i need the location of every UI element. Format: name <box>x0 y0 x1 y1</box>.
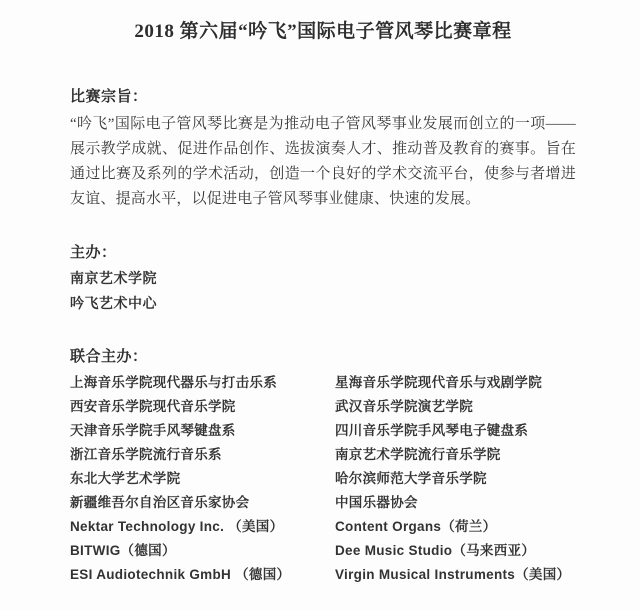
co-organizer-cell: 哈尔滨师范大学音乐学院 <box>335 471 487 486</box>
co-organizer-cell: Dee Music Studio（马来西亚） <box>335 543 536 558</box>
co-organizer-row <box>70 563 576 587</box>
co-organizer-table <box>70 371 576 587</box>
organizer-item: 南京艺术学院 <box>70 270 157 286</box>
co-organizer-row <box>70 467 576 491</box>
co-organizer-cell: 西安音乐学院现代音乐学院 <box>70 399 236 414</box>
purpose-paragraph: “吟飞”国际电子管风琴比赛是为推动电子管风琴事业发展而创立的一项——展示教学成就、促进作品创作、选拔演奏人才、推动普及教育的赛事。旨在通过比赛及系列的学术活动，创造一个良好的学术交流平台，使参与者增进友谊、提高水平，以促进电子管风琴事业健康、快速的发展。 <box>70 116 576 207</box>
co-organizer-cell: 南京艺术学院流行音乐学院 <box>335 447 501 462</box>
organizer-item: 吟飞艺术中心 <box>70 295 157 311</box>
co-organizer-cell: 东北大学艺术学院 <box>70 471 181 486</box>
co-organizer-cell: 天津音乐学院手风琴键盘系 <box>70 423 236 438</box>
co-organizer-cell: 新疆维吾尔自治区音乐家协会 <box>70 495 250 510</box>
co-organizer-row <box>70 443 576 467</box>
co-organizer-row <box>70 539 576 563</box>
organizer-list <box>70 266 576 316</box>
co-organizer-cell: Content Organs（荷兰） <box>335 519 497 534</box>
co-organizer-row <box>70 419 576 443</box>
co-organizer-cell: Virgin Musical Instruments（美国） <box>335 567 571 582</box>
co-organizer-cell: 浙江音乐学院流行音乐系 <box>70 447 222 462</box>
co-organizer-row <box>70 515 576 539</box>
co-organizer-heading: 联合主办： <box>70 348 148 365</box>
co-organizer-row <box>70 395 576 419</box>
co-organizer-cell: BITWIG（德国） <box>70 543 176 558</box>
co-organizer-cell: 中国乐器协会 <box>335 495 418 510</box>
document-title: 2018 第六届“吟飞”国际电子管风琴比赛章程 <box>134 21 512 42</box>
organizer-heading: 主办： <box>70 244 117 261</box>
co-organizer-cell: 星海音乐学院现代音乐与戏剧学院 <box>335 375 542 390</box>
co-organizer-cell: ESI Audiotechnik GmbH （德国） <box>70 567 291 582</box>
co-organizer-cell: 上海音乐学院现代器乐与打击乐系 <box>70 375 277 390</box>
co-organizer-cell: 武汉音乐学院演艺学院 <box>335 399 473 414</box>
co-organizer-cell: 四川音乐学院手风琴电子键盘系 <box>335 423 529 438</box>
co-organizer-row <box>70 491 576 515</box>
co-organizer-row <box>70 371 576 395</box>
purpose-heading: 比赛宗旨： <box>70 88 148 105</box>
co-organizer-cell: Nektar Technology Inc. （美国） <box>70 519 284 534</box>
